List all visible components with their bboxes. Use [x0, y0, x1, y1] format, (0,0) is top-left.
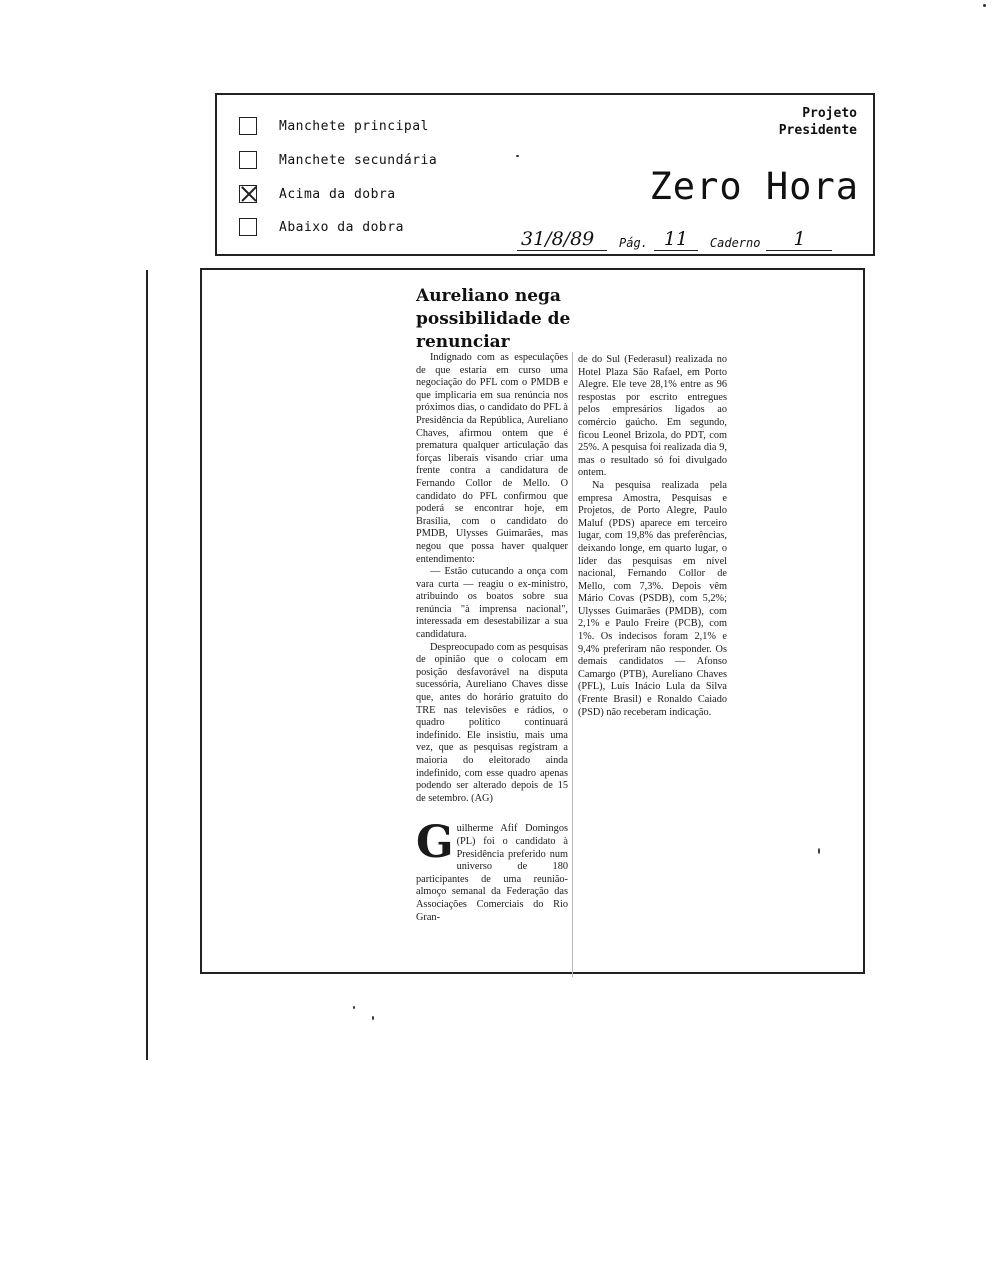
scan-speck	[516, 155, 519, 157]
checkbox-acima-da-dobra[interactable]	[239, 185, 257, 203]
paragraph: Indignado com as especulações de que estaria em curso uma negociação do PFL com o PMDB e que implicaria em sua renúncia nos próximos dias, o candidato do PFL à Presidência da República, Aureliano Chaves, afirmou ontem que é prematura qualquer articulação das forças liberais visando criar uma frente contra a candidatura de Fernando Collor de Mello. O candidato do PFL confirmou que poderá se encontrar hoje, em Brasília, com o candidato do PMDB, Ulysses Guimarães, mas negou que possa haver qualquer entendimento:	[416, 352, 568, 565]
column-separator	[572, 352, 573, 977]
article-column-1	[416, 352, 568, 924]
scan-speck	[372, 1016, 374, 1020]
paragraph: — Estão cutucando a onça com vara curta — reagiu o ex-ministro, atribuindo os boatos sobre sua renúncia "à imprensa nacional", interessada em desestabilizar a sua candidatura.	[416, 566, 568, 641]
article-headline: Aureliano nega possibilidade de renunciar	[416, 286, 571, 352]
checkbox-abaixo-da-dobra[interactable]	[239, 218, 257, 236]
checkbox-row-manchete-secundaria	[239, 149, 437, 171]
date-page-line	[517, 228, 832, 251]
checkbox-label: Abaixo da dobra	[279, 219, 404, 235]
checkbox-row-abaixo-da-dobra	[239, 216, 404, 238]
paragraph: Despreocupado com as pesquisas de opinião que o colocam em posição desfavorável na disputa sucessória, Aureliano Chaves disse que, antes do horário gratuito do TRE nas televisões e rádios, o quadro político continuará indefinido. Ele insistiu, mais uma vez, que as pesquisas registram a maioria do eleitorado ainda indefinido, com esse quadro apenas podendo ser alterado depois de 15 de setembro. (AG)	[416, 641, 568, 804]
newspaper-name: Zero Hora	[649, 165, 859, 208]
scan-edge-line	[146, 270, 148, 1060]
checkbox-label: Acima da dobra	[279, 186, 396, 202]
checkbox-label: Manchete principal	[279, 118, 429, 134]
checkbox-manchete-secundaria[interactable]	[239, 151, 257, 169]
date-handwritten: 31/8/89	[517, 228, 607, 251]
scan-speck	[983, 4, 986, 7]
page-label: Pág.	[619, 236, 648, 250]
section-label: Caderno	[709, 236, 761, 250]
checkbox-manchete-principal[interactable]	[239, 117, 257, 135]
scan-speck	[818, 848, 820, 854]
page-handwritten: 11	[654, 228, 698, 251]
checkbox-label: Manchete secundária	[279, 152, 438, 168]
project-name	[779, 105, 857, 139]
paragraph: de do Sul (Federasul) realizada no Hotel Plaza São Rafael, em Porto Alegre. Ele teve 28,1% entre as 96 respostas por escrito entregues pelos empresários ligados ao comércio gaúcho. Em segundo, ficou Leonel Brizola, do PDT, com 25%. A pesquisa foi realizada dia 9, mas o resultado só foi divulgado ontem.	[578, 354, 727, 479]
article-column-2	[578, 354, 727, 719]
paragraph-text: uilherme Afif Domingos (PL) foi o candidato à Presidência preferido num universo de 180 participantes de uma reunião-almoço semanal da Federação das Associações Comerciais do Rio Gran-	[416, 823, 568, 923]
checkbox-row-manchete-principal	[239, 115, 429, 137]
checkbox-row-acima-da-dobra	[239, 183, 396, 205]
project-line-1: Projeto	[802, 106, 857, 121]
paragraph: Na pesquisa realizada pela empresa Amostra, Pesquisas e Projetos, de Porto Alegre, Paulo Maluf (PDS) aparece em terceiro lugar, com 19,8% das preferências, deixando longe, em quarto lugar, o líder das pesquisas em nível nacional, Fernando Collor de Mello, com 7,3%. Depois vêm Mário Covas (PSDB), com 5,2%; Ulysses Guimarães (PMDB), com 2,1% e Paulo Freire (PCB), com 1%. Os indecisos foram 2,1% e 9,4% preferiram não responder. Os demais candidatos — Afonso Camargo (PTB), Aureliano Chaves (PFL), Luís Inácio Lula da Silva (Frente Brasil) e Ronaldo Caiado (PSD) não receberam indicação.	[578, 479, 727, 718]
section-handwritten: 1	[766, 228, 832, 251]
drop-cap: G	[416, 817, 454, 869]
project-line-2: Presidente	[778, 123, 857, 138]
scan-speck	[353, 1006, 355, 1009]
paragraph-dropcap	[416, 817, 568, 924]
clipping-header	[215, 93, 875, 256]
